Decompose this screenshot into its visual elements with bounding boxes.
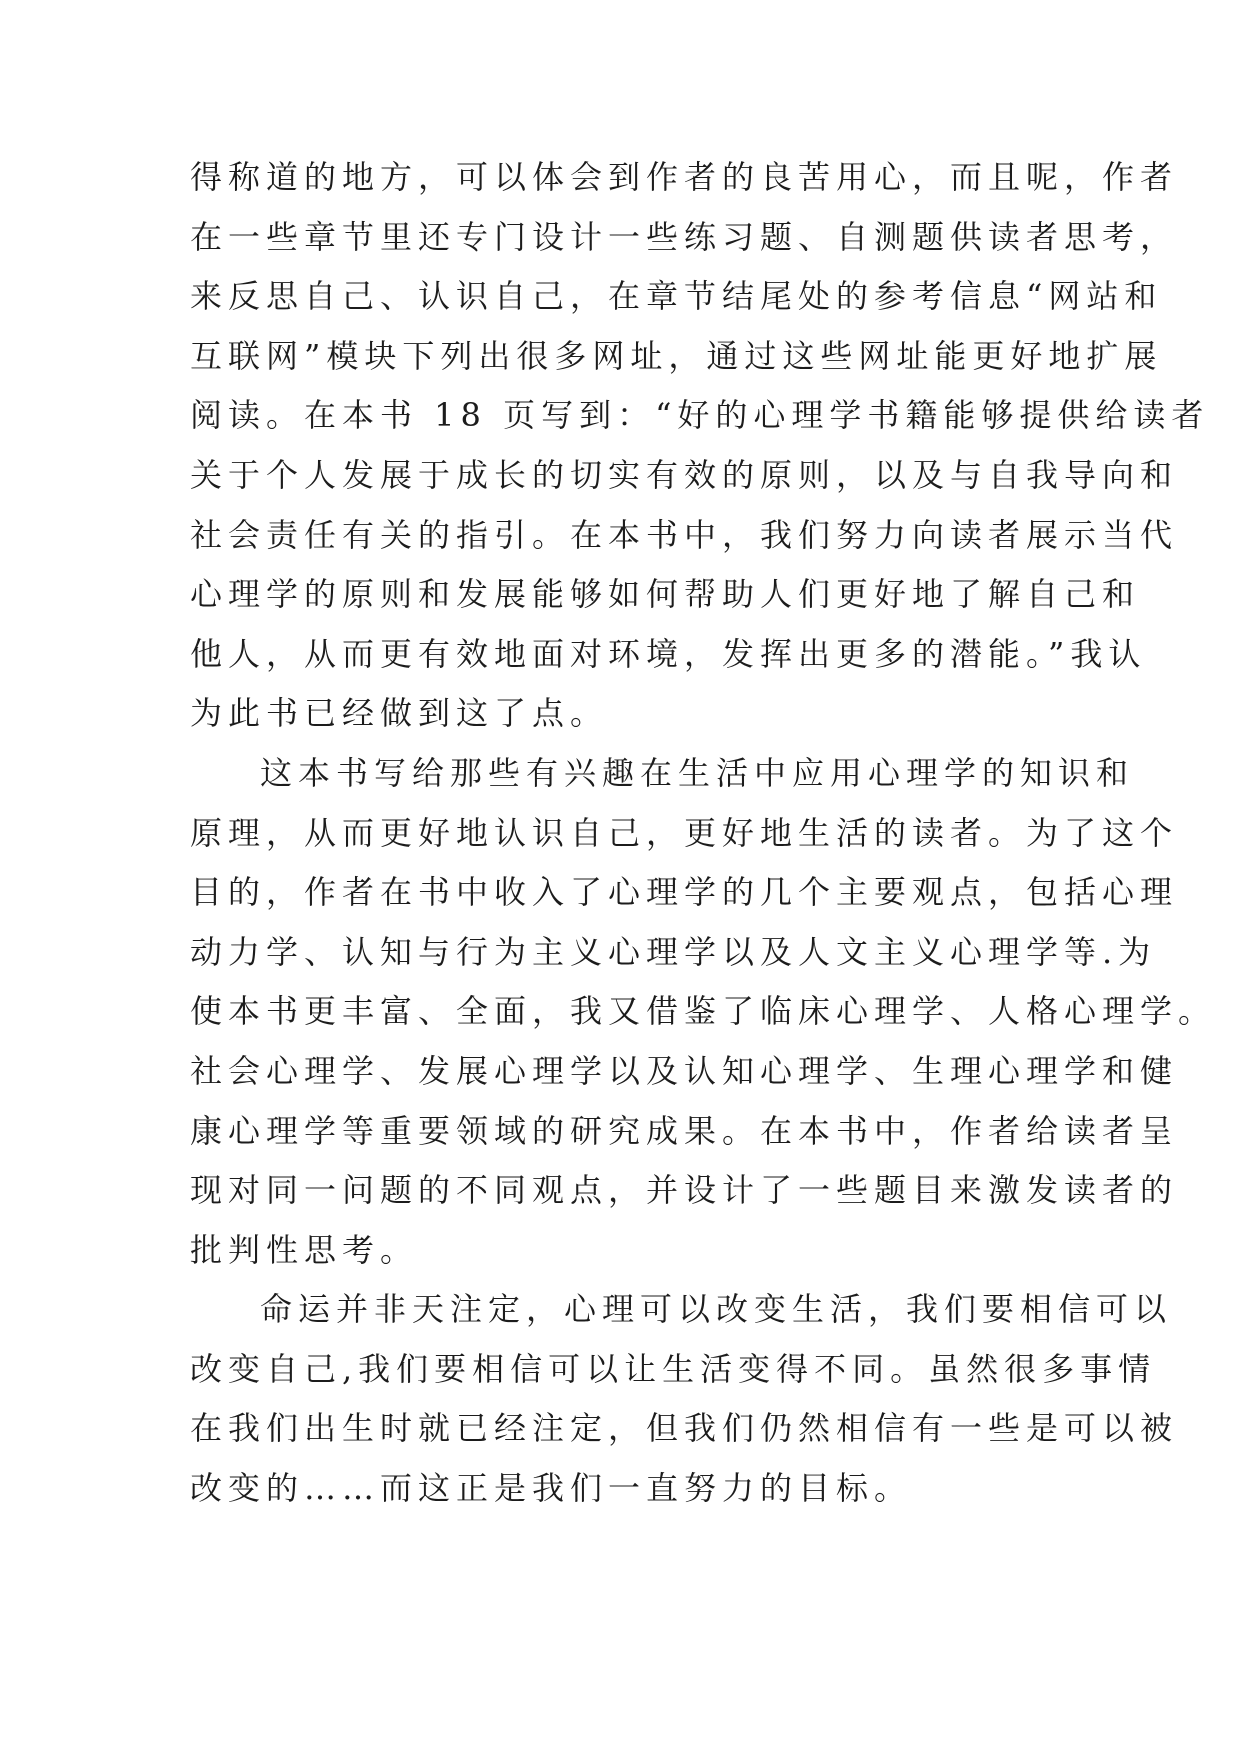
text-line: 互联网”模块下列出很多网址，通过这些网址能更好地扩展	[190, 336, 1163, 375]
text-line: 关于个人发展于成长的切实有效的原则，以及与自我导向和	[190, 455, 1179, 494]
text-line: 康心理学等重要领域的研究成果。在本书中，作者给读者呈	[190, 1111, 1179, 1150]
text-line: 动力学、认知与行为主义心理学以及人文主义心理学等.为	[190, 932, 1157, 971]
text-line: 阅读。在本书 18 页写到：“好的心理学书籍能够提供给读者	[190, 396, 1210, 435]
text-line: 使本书更丰富、全面，我又借鉴了临床心理学、人格心理学。	[190, 992, 1217, 1031]
text-line: 原理，从而更好地认识自己，更好地生活的读者。为了这个	[190, 813, 1179, 852]
text-line: 命运并非天注定，心理可以改变生活，我们要相信可以	[260, 1290, 1173, 1329]
text-line: 这本书写给那些有兴趣在生活中应用心理学的知识和	[260, 753, 1135, 792]
text-line: 他人，从而更有效地面对环境，发挥出更多的潜能。”我认	[190, 634, 1147, 673]
paragraph-3	[190, 1280, 1179, 1518]
text-line: 现对同一问题的不同观点，并设计了一些题目来激发读者的	[190, 1171, 1179, 1210]
body-text	[190, 148, 1217, 1519]
text-line: 批判性思考。	[190, 1230, 419, 1269]
text-line: 社会责任有关的指引。在本书中，我们努力向读者展示当代	[190, 515, 1179, 554]
text-line: 改变的……而这正是我们一直努力的目标。	[190, 1469, 913, 1508]
text-line: 社会心理学、发展心理学以及认知心理学、生理心理学和健	[190, 1051, 1179, 1090]
text-line: 为此书已经做到这了点。	[190, 694, 609, 733]
text-line: 来反思自己、认识自己，在章节结尾处的参考信息“网站和	[190, 277, 1163, 316]
text-line: 在一些章节里还专门设计一些练习题、自测题供读者思考，	[190, 217, 1179, 256]
text-line: 得称道的地方，可以体会到作者的良苦用心，而且呢，作者	[190, 158, 1179, 196]
paragraph-1	[190, 148, 1210, 744]
text-line: 心理学的原则和发展能够如何帮助人们更好地了解自己和	[190, 575, 1141, 614]
text-line: 目的，作者在书中收入了心理学的几个主要观点，包括心理	[190, 873, 1179, 912]
text-line: 在我们出生时就已经注定，但我们仍然相信有一些是可以被	[190, 1409, 1179, 1448]
text-line: 改变自己,我们要相信可以让生活变得不同。虽然很多事情	[190, 1349, 1157, 1388]
paragraph-2	[190, 744, 1217, 1280]
